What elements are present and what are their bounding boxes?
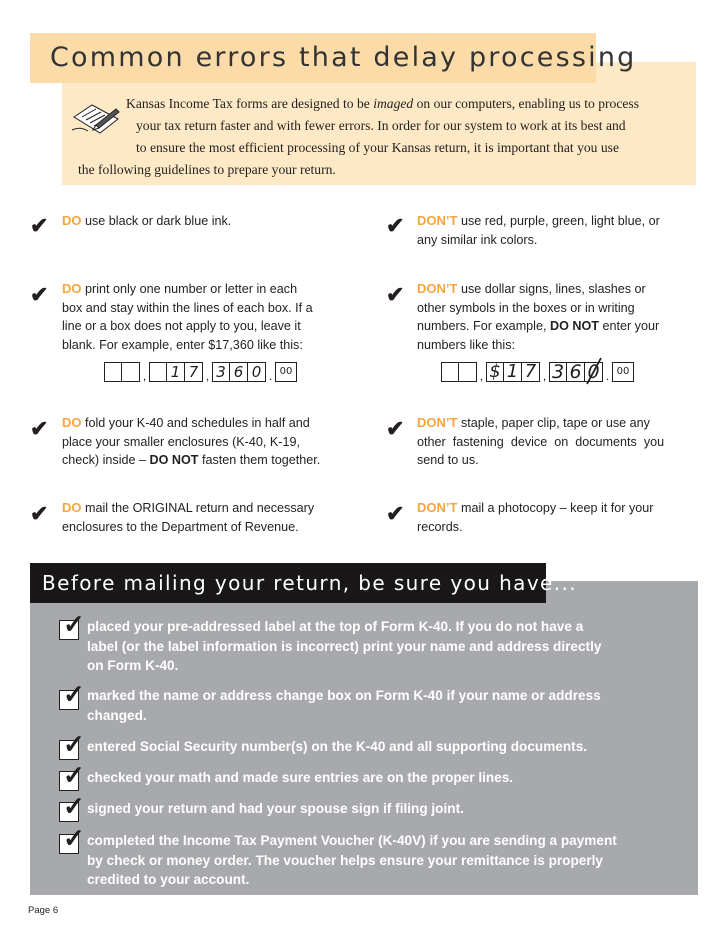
decimal-point: . — [268, 369, 273, 383]
checklist-item-text: checked your math and made sure entries are on the proper lines. — [87, 770, 514, 785]
rule-text: place your smaller enclosures (K-40, K-19, — [62, 434, 300, 449]
checklist-item-text: signed your return and had your spouse sign if filing joint. — [87, 801, 464, 816]
digit-box: 7 — [522, 362, 540, 382]
rule-text: mail a photocopy – keep it for your — [457, 501, 654, 515]
checklist-item-text: changed. — [87, 707, 147, 723]
checklist-item — [87, 617, 697, 676]
dont-rule-symbols — [417, 280, 707, 354]
page-number: Page 6 — [28, 905, 59, 916]
dont-rule-photocopy — [417, 499, 707, 536]
checkmark-icon: ✔ — [30, 213, 49, 238]
rule-text: check) inside – — [62, 453, 150, 467]
checklist-item — [87, 831, 697, 890]
digit-box — [104, 362, 122, 382]
rule-text: other fastening device on documents you — [417, 434, 665, 449]
checked-box-icon: ✓ — [59, 620, 79, 640]
intro-line-1b: on our computers, enabling us to process — [413, 96, 639, 111]
dont-rule-ink — [417, 212, 707, 249]
comma-separator: , — [479, 369, 484, 383]
do-keyword: DO — [62, 500, 82, 515]
checklist-item — [87, 799, 697, 819]
rule-emphasis: DO NOT — [149, 453, 199, 467]
comma-separator: , — [205, 369, 210, 383]
rule-text: fasten them together. — [198, 453, 321, 467]
cents-box: 00 — [612, 362, 634, 382]
digit-box: 7 — [185, 362, 203, 382]
checked-box-icon: ✓ — [59, 690, 79, 710]
rule-text: records. — [417, 519, 463, 534]
dont-keyword: DON’T — [417, 213, 458, 228]
rule-text: line or a box does not apply to you, leave it — [62, 319, 301, 333]
rule-text: fold your K-40 and schedules in half and — [81, 416, 310, 430]
intro-line-3: to ensure the most efficient processing of your Kansas return, it is important that you use — [136, 140, 619, 155]
rule-text: any similar ink colors. — [417, 232, 538, 247]
dont-keyword: DON’T — [417, 500, 458, 515]
checklist-item-text: marked the name or address change box on Form K-40 if your name or address — [87, 688, 601, 703]
checklist-item-text: by check or money order. The voucher helps ensure your remittance is properly — [87, 852, 603, 868]
rule-text: box and stay within the lines of each box. If a — [62, 300, 313, 315]
digit-box — [149, 362, 167, 382]
checkmark-icon: ✔ — [386, 416, 405, 441]
checklist-item-text: on Form K-40. — [87, 658, 179, 673]
rule-text: mail the ORIGINAL return and necessary — [81, 501, 315, 515]
digit-box — [122, 362, 140, 382]
rule-text: use dollar signs, lines, slashes or — [457, 282, 646, 296]
rule-text: other symbols in the boxes or in writing — [417, 300, 635, 315]
digit-box: 6 — [567, 362, 585, 382]
checkmark-icon: ✔ — [386, 213, 405, 238]
checkmark-icon: ✔ — [386, 282, 405, 307]
checkmark-icon: ✔ — [30, 501, 49, 526]
checklist-item — [87, 686, 697, 725]
rule-text: staple, paper clip, tape or use any — [457, 416, 650, 430]
digit-box — [459, 362, 477, 382]
digit-box: $ — [486, 362, 504, 382]
checklist-item-text: placed your pre-addressed label at the top of Form K-40. If you do not have a — [87, 619, 584, 634]
cents-box: 00 — [275, 362, 297, 382]
checklist-item-text: credited to your account. — [87, 872, 250, 887]
rule-text: use black or dark blue ink. — [81, 214, 232, 228]
intro-text — [78, 93, 692, 181]
checkmark-icon: ✔ — [386, 501, 405, 526]
dont-rule-staple — [417, 414, 707, 470]
rule-text: numbers like this: — [417, 337, 515, 352]
checklist-item — [87, 737, 697, 757]
do-rule-mail — [62, 499, 372, 536]
checkmark-icon: ✔ — [30, 416, 49, 441]
comma-separator: , — [542, 369, 547, 383]
rule-text: blank. For example, enter $17,360 like this: — [62, 337, 303, 352]
page-title: Common errors that delay processing — [50, 42, 637, 73]
do-rule-boxes — [62, 280, 372, 354]
comma-separator: , — [142, 369, 147, 383]
do-rule-ink — [62, 212, 372, 231]
checked-box-icon: ✓ — [59, 771, 79, 791]
rule-emphasis: DO NOT — [550, 319, 599, 333]
intro-imaged: imaged — [373, 96, 414, 111]
checked-box-icon: ✓ — [59, 740, 79, 760]
rule-text: enclosures to the Department of Revenue. — [62, 519, 299, 534]
checklist-item-text: completed the Income Tax Payment Voucher (K-40V) if you are sending a payment — [87, 833, 617, 848]
rule-text: send to us. — [417, 453, 479, 467]
intro-line-1a: Kansas Income Tax forms are designed to be — [126, 96, 374, 111]
digit-box: 3 — [549, 362, 567, 382]
checklist-item-text: entered Social Security number(s) on the K-40 and all supporting documents. — [87, 739, 588, 754]
digit-box: 0 — [585, 362, 603, 382]
digit-box: 3 — [212, 362, 230, 382]
do-rule-fold — [62, 414, 372, 470]
checklist-title-bar — [30, 563, 578, 603]
do-keyword: DO — [62, 213, 82, 228]
intro-line-2: your tax return faster and with fewer errors. In order for our system to work at its best and — [136, 118, 626, 133]
rule-text: enter your — [598, 319, 660, 333]
checklist-item-text: label (or the label information is incorrect) print your name and address directly — [87, 638, 602, 654]
checkmark-icon: ✔ — [30, 282, 49, 307]
digit-box: 6 — [230, 362, 248, 382]
rule-text: use red, purple, green, light blue, or — [457, 214, 660, 228]
digit-box — [441, 362, 459, 382]
digit-box: 0 — [248, 362, 266, 382]
do-keyword: DO — [62, 415, 82, 430]
correct-number-example — [104, 362, 297, 382]
intro-line-4: the following guidelines to prepare your return. — [78, 162, 336, 177]
do-keyword: DO — [62, 281, 82, 296]
rule-text: print only one number or letter in each — [81, 282, 298, 296]
digit-box: 1 — [167, 362, 185, 382]
checklist-title: Before mailing your return, be sure you have... — [42, 571, 578, 595]
rule-text: numbers. For example, — [417, 319, 550, 333]
dont-keyword: DON’T — [417, 281, 458, 296]
checklist-item — [87, 768, 697, 788]
incorrect-number-example — [441, 362, 634, 382]
checked-box-icon: ✓ — [59, 834, 79, 854]
decimal-point: . — [605, 369, 610, 383]
checked-box-icon: ✓ — [59, 802, 79, 822]
slash-mark-icon — [549, 356, 605, 386]
digit-box: 1 — [504, 362, 522, 382]
dont-keyword: DON’T — [417, 415, 458, 430]
